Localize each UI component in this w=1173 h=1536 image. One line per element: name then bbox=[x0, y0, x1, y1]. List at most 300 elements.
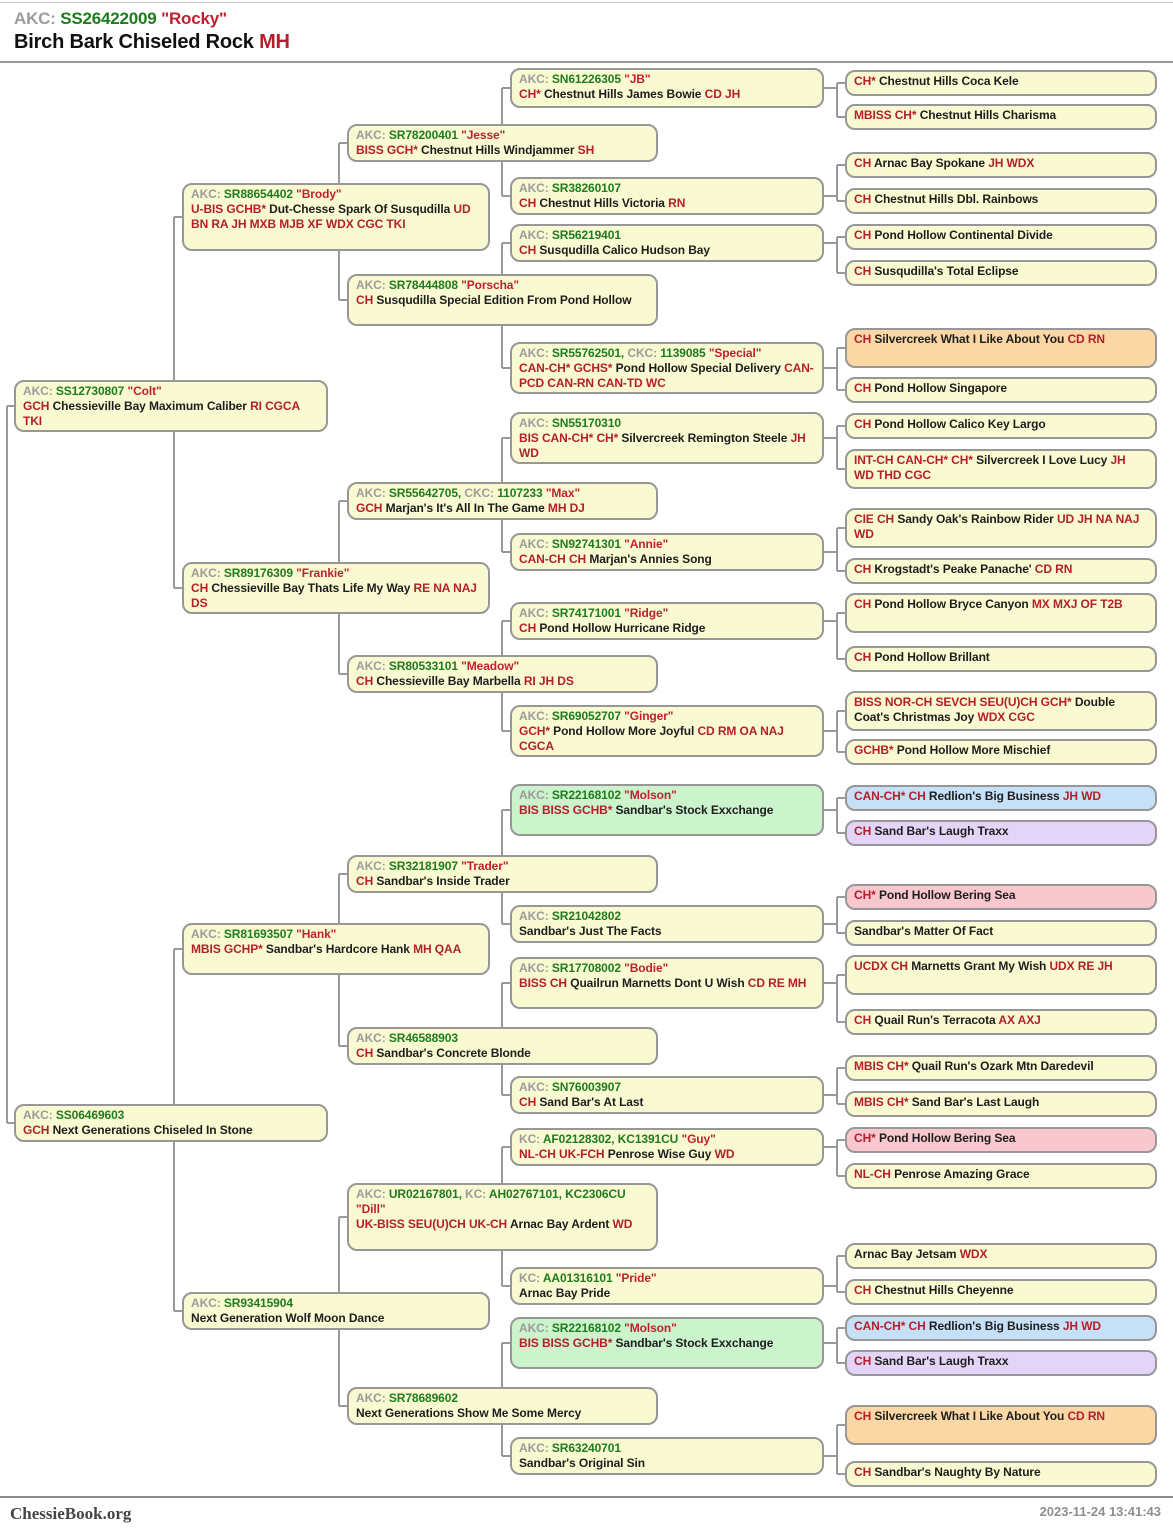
node-text-name: Sandbar's Matter Of Fact bbox=[854, 924, 994, 938]
node-text-label: AKC: bbox=[191, 927, 221, 941]
pedigree-node-molson2[interactable] bbox=[510, 1317, 824, 1369]
pedigree-node-cheyenne[interactable] bbox=[845, 1279, 1157, 1305]
pedigree-node-mischief[interactable] bbox=[845, 739, 1157, 765]
node-text-title: UCDX CH bbox=[854, 959, 908, 973]
node-text-title: BISS GCH* bbox=[356, 143, 418, 157]
node-text-title: WDX bbox=[959, 1247, 988, 1261]
node-text-call: "Porscha" bbox=[461, 278, 519, 292]
node-text-title: U-BIS GCHB* bbox=[191, 202, 266, 216]
node-text-title: GCH bbox=[23, 1123, 50, 1137]
node-text-title: CIE CH bbox=[854, 512, 895, 526]
pedigree-node-max[interactable] bbox=[347, 482, 658, 520]
pedigree-node-trader[interactable] bbox=[347, 855, 658, 893]
node-text-title: JH WD bbox=[519, 431, 806, 460]
node-text-name: Arnac Bay Spokane bbox=[873, 156, 985, 170]
node-text-title: CH* bbox=[854, 888, 876, 902]
node-text-title: MH QAA bbox=[413, 942, 462, 956]
node-text-reg: SS12730807 bbox=[55, 384, 125, 398]
node-text-label: AKC: bbox=[191, 1296, 221, 1310]
node-text-name: Sand Bar's Laugh Traxx bbox=[874, 1354, 1009, 1368]
node-text-title: CAN-CH* CH bbox=[854, 1319, 926, 1333]
node-text-title: CH bbox=[854, 1283, 872, 1297]
node-text-name: Arnac Bay Jetsam bbox=[854, 1247, 957, 1261]
node-text-label: CKC: bbox=[464, 486, 494, 500]
node-text-label: CKC: bbox=[627, 346, 657, 360]
node-text-name: Silvercreek Remington Steele bbox=[621, 431, 788, 445]
node-text-call: "Pride" bbox=[615, 1271, 657, 1285]
node-text-reg: SR56219401 bbox=[551, 228, 621, 242]
node-text-call: "JB" bbox=[624, 72, 651, 86]
node-text-title: BISS CH bbox=[519, 976, 567, 990]
node-text-reg: SR74171001 bbox=[551, 606, 621, 620]
pedigree-node-molson1[interactable] bbox=[510, 784, 824, 836]
node-text-name: Pond Hollow Continental Divide bbox=[874, 228, 1053, 242]
node-text-name: Chessieville Bay Marbella bbox=[376, 674, 521, 688]
node-text-label: KC: bbox=[519, 1271, 541, 1285]
node-text-title: CH bbox=[854, 824, 872, 838]
node-text-title: BISS NOR-CH SEVCH SEU(U)CH GCH* bbox=[854, 695, 1072, 709]
pedigree-node-colt[interactable] bbox=[14, 380, 328, 432]
node-text-label: AKC: bbox=[356, 278, 386, 292]
node-text-label: AKC: bbox=[356, 1031, 386, 1045]
pedigree-node-traxx2[interactable] bbox=[845, 1350, 1157, 1376]
node-text-call: "Ridge" bbox=[624, 606, 669, 620]
node-text-reg: AH02767101, KC2306CU bbox=[488, 1187, 626, 1201]
node-text-reg: AA01316101 bbox=[542, 1271, 613, 1285]
node-text-title: UD JH NA NAJ WD bbox=[854, 512, 1140, 541]
node-text-name: Chestnut Hills Victoria bbox=[539, 196, 665, 210]
pedigree-node-sandyoak[interactable] bbox=[845, 508, 1157, 548]
node-text-reg: SN92741301 bbox=[551, 537, 621, 551]
node-text-call: "Molson" bbox=[624, 788, 677, 802]
node-text-title: CH bbox=[519, 1095, 537, 1109]
generated-timestamp: 2023-11-24 13:41:43 bbox=[1039, 1504, 1161, 1519]
node-text-reg: AF02128302, KC1391CU bbox=[542, 1132, 679, 1146]
node-text-label: AKC: bbox=[519, 228, 549, 242]
node-text-call: "Ginger" bbox=[624, 709, 674, 723]
pedigree-node-lastlaugh[interactable] bbox=[845, 1091, 1157, 1117]
node-text-reg: SR55762501, bbox=[551, 346, 625, 360]
pedigree-node-pride[interactable] bbox=[510, 1267, 824, 1305]
pedigree-node-ss06[interactable] bbox=[14, 1104, 328, 1142]
node-text-reg: SR21042802 bbox=[551, 909, 621, 923]
node-text-call: "Jesse" bbox=[461, 128, 506, 142]
node-text-reg: SR32181907 bbox=[388, 859, 458, 873]
node-text-title: NL-CH bbox=[854, 1167, 891, 1181]
node-text-label: AKC: bbox=[519, 346, 549, 360]
site-logo-link[interactable]: ChessieBook.org bbox=[10, 1504, 132, 1523]
node-text-reg: 1139085 bbox=[660, 346, 706, 360]
pedigree-node-hudson[interactable] bbox=[510, 224, 824, 262]
node-text-name: Sandbar's Original Sin bbox=[519, 1456, 646, 1470]
node-text-title: CD JH bbox=[704, 87, 741, 101]
node-text-label: AKC: bbox=[356, 859, 386, 873]
node-text-title: GCH* bbox=[519, 724, 550, 738]
node-text-reg: SR78200401 bbox=[388, 128, 458, 142]
node-text-call: "Special" bbox=[708, 346, 762, 360]
node-text-title: CH bbox=[356, 674, 374, 688]
node-text-name: Next Generations Chiseled In Stone bbox=[52, 1123, 253, 1137]
node-text-title: CD RN bbox=[1067, 332, 1105, 346]
pedigree-node-redlion2[interactable] bbox=[845, 1315, 1157, 1341]
pedigree-node-grant[interactable] bbox=[845, 955, 1157, 995]
pedigree-node-porscha[interactable] bbox=[347, 274, 658, 326]
node-text-name: Susqudilla Calico Hudson Bay bbox=[539, 243, 710, 257]
node-text-reg: SS06469603 bbox=[55, 1108, 125, 1122]
pedigree-node-frankie[interactable] bbox=[182, 562, 490, 614]
pedigree-node-facts[interactable] bbox=[510, 905, 824, 943]
node-text-name: Silvercreek I Love Lucy bbox=[976, 453, 1108, 467]
node-text-title: SH bbox=[577, 143, 595, 157]
node-text-title: JH WD THD CGC bbox=[854, 453, 1126, 482]
node-text-label: KC: bbox=[465, 1187, 487, 1201]
node-text-name: Quailrun Marnetts Dont U Wish bbox=[570, 976, 745, 990]
node-text-title: WD bbox=[612, 1217, 633, 1231]
node-text-name: Marnetts Grant My Wish bbox=[911, 959, 1047, 973]
pedigree-node-whatilike1[interactable] bbox=[845, 328, 1157, 368]
node-text-call: "Meadow" bbox=[461, 659, 520, 673]
node-text-name: Sandbar's Hardcore Hank bbox=[265, 942, 410, 956]
node-text-label: AKC: bbox=[519, 1080, 549, 1094]
node-text-reg: SR81693507 bbox=[223, 927, 293, 941]
node-text-title: CH bbox=[854, 597, 872, 611]
node-text-title: CD RM OA NAJ CGCA bbox=[519, 724, 784, 753]
pedigree-node-meadow[interactable] bbox=[347, 655, 658, 693]
node-text-name: Pond Hollow Brillant bbox=[874, 650, 990, 664]
node-text-title: UD BN RA JH MXB MJB XF WDX CGC TKI bbox=[191, 202, 471, 231]
node-text-title: CH bbox=[356, 874, 374, 888]
node-text-name: Arnac Bay Ardent bbox=[509, 1217, 610, 1231]
node-text-name: Dut-Chesse Spark Of Susqudilla bbox=[269, 202, 451, 216]
dog-titles: MH bbox=[259, 31, 290, 53]
node-text-reg: SR63240701 bbox=[551, 1441, 621, 1455]
node-text-title: BIS CAN-CH* CH* bbox=[519, 431, 619, 445]
node-text-title: CH bbox=[519, 243, 537, 257]
node-text-title: MBISS CH* bbox=[854, 108, 917, 122]
node-text-label: AKC: bbox=[519, 1321, 549, 1335]
node-text-name: Quail Run's Terracota bbox=[874, 1013, 996, 1027]
node-text-reg: SR78444808 bbox=[388, 278, 458, 292]
node-text-reg: SN76003907 bbox=[551, 1080, 621, 1094]
node-text-title: MBIS GCHP* bbox=[191, 942, 263, 956]
node-text-label: AKC: bbox=[356, 1187, 386, 1201]
node-text-name: Quail Run's Ozark Mtn Daredevil bbox=[911, 1059, 1094, 1073]
pedigree-node-brillant[interactable] bbox=[845, 646, 1157, 672]
node-text-name: Sand Bar's Laugh Traxx bbox=[874, 824, 1009, 838]
pedigree-node-jb[interactable] bbox=[510, 68, 824, 108]
node-text-name: Pond Hollow Bering Sea bbox=[878, 888, 1016, 902]
node-text-name: Pond Hollow Bryce Canyon bbox=[874, 597, 1029, 611]
node-text-title: CH bbox=[854, 562, 872, 576]
node-text-name: Pond Hollow Bering Sea bbox=[878, 1131, 1016, 1145]
pedigree-node-brody[interactable] bbox=[182, 183, 490, 251]
node-text-call: "Annie" bbox=[624, 537, 669, 551]
node-text-label: AKC: bbox=[356, 128, 386, 142]
node-text-name: Sandbar's Stock Exxchange bbox=[615, 1336, 774, 1350]
node-text-title: CH bbox=[854, 1409, 872, 1423]
node-text-name: Pond Hollow Calico Key Largo bbox=[874, 417, 1046, 431]
node-text-title: CH bbox=[854, 381, 872, 395]
pedigree-node-bryce[interactable] bbox=[845, 593, 1157, 633]
node-text-call: "Max" bbox=[545, 486, 581, 500]
node-text-label: AKC: bbox=[519, 72, 549, 86]
node-text-title: MX MXJ OF T2B bbox=[1031, 597, 1123, 611]
node-text-name: Sand Bar's Last Laugh bbox=[911, 1095, 1040, 1109]
node-text-title: AX AXJ bbox=[998, 1013, 1041, 1027]
node-text-title: CAN-CH* CH bbox=[854, 789, 926, 803]
pedigree-node-whatilike2[interactable] bbox=[845, 1405, 1157, 1445]
node-text-name: Sandy Oak's Rainbow Rider bbox=[897, 512, 1054, 526]
pedigree-node-keylargo[interactable] bbox=[845, 413, 1157, 439]
node-text-title: CH bbox=[854, 228, 872, 242]
node-text-call: "Dill" bbox=[356, 1202, 386, 1216]
node-text-call: "Trader" bbox=[461, 859, 509, 873]
pedigree-node-terracota[interactable] bbox=[845, 1009, 1157, 1035]
node-text-call: "Guy" bbox=[681, 1132, 716, 1146]
node-text-title: CD RN bbox=[1067, 1409, 1105, 1423]
node-text-title: CH bbox=[854, 1354, 872, 1368]
node-text-reg: SR78689602 bbox=[388, 1391, 458, 1405]
dog-name: Birch Bark Chiseled Rock bbox=[14, 31, 254, 53]
node-text-title: CD RE MH bbox=[747, 976, 807, 990]
node-text-title: GCHB* bbox=[854, 743, 894, 757]
pedigree-node-wolf[interactable] bbox=[182, 1292, 490, 1330]
node-text-title: UDX RE JH bbox=[1049, 959, 1113, 973]
pedigree-node-ozark[interactable] bbox=[845, 1055, 1157, 1081]
node-text-name: Penrose Amazing Grace bbox=[894, 1167, 1030, 1181]
node-text-title: CH* bbox=[854, 1131, 876, 1145]
pedigree-node-victoria[interactable] bbox=[510, 177, 824, 215]
node-text-label: KC: bbox=[519, 1132, 541, 1146]
node-text-title: GCH bbox=[23, 399, 50, 413]
pedigree-node-charisma[interactable] bbox=[845, 104, 1157, 130]
node-text-title: WD bbox=[714, 1147, 735, 1161]
node-text-reg: SR80533101 bbox=[388, 659, 458, 673]
pedigree-node-coca[interactable] bbox=[845, 70, 1157, 96]
node-text-reg: SR89176309 bbox=[223, 566, 293, 580]
node-text-title: RI CGCA TKI bbox=[23, 399, 300, 428]
node-text-call: "Colt" bbox=[127, 384, 162, 398]
node-text-reg: 1107233 bbox=[497, 486, 543, 500]
node-text-reg: SR93415904 bbox=[223, 1296, 293, 1310]
node-text-title: JH WD bbox=[1062, 789, 1101, 803]
node-text-name: Redlion's Big Business bbox=[928, 1319, 1060, 1333]
node-text-label: AKC: bbox=[519, 909, 549, 923]
node-text-name: Krogstadt's Peake Panache' bbox=[874, 562, 1032, 576]
node-text-call: "Bodie" bbox=[624, 961, 669, 975]
pedigree-node-ridge[interactable] bbox=[510, 602, 824, 640]
node-text-title: CH bbox=[854, 332, 872, 346]
pedigree-node-sin[interactable] bbox=[510, 1437, 824, 1475]
node-text-title: CH bbox=[519, 196, 537, 210]
node-text-name: Chestnut Hills Dbl. Rainbows bbox=[874, 192, 1039, 206]
pedigree-node-bering2[interactable] bbox=[845, 1127, 1157, 1153]
node-text-title: CH bbox=[356, 1046, 374, 1060]
pedigree-node-guy[interactable] bbox=[510, 1128, 824, 1166]
footer-divider bbox=[0, 1496, 1173, 1498]
node-text-label: AKC: bbox=[356, 659, 386, 673]
node-text-name: Sandbar's Just The Facts bbox=[519, 924, 662, 938]
node-text-title: CH bbox=[854, 1465, 872, 1479]
node-text-name: Chessieville Bay Maximum Caliber bbox=[52, 399, 247, 413]
node-text-title: CH bbox=[191, 581, 209, 595]
node-text-name: Chestnut Hills Windjammer bbox=[421, 143, 575, 157]
node-text-name: Susqudilla's Total Eclipse bbox=[874, 264, 1019, 278]
pedigree-node-lucy[interactable] bbox=[845, 449, 1157, 489]
node-text-title: INT-CH CAN-CH* CH* bbox=[854, 453, 973, 467]
node-text-label: AKC: bbox=[191, 566, 221, 580]
node-text-call: "Molson" bbox=[624, 1321, 677, 1335]
node-text-title: BIS BISS GCHB* bbox=[519, 1336, 613, 1350]
node-text-name: Sandbar's Naughty By Nature bbox=[874, 1465, 1041, 1479]
node-text-title: CH bbox=[854, 417, 872, 431]
node-text-label: AKC: bbox=[23, 384, 53, 398]
node-text-title: MBIS CH* bbox=[854, 1095, 909, 1109]
node-text-name: Double Coat's Christmas Joy bbox=[854, 695, 1115, 724]
node-text-name: Marjan's It's All In The Game bbox=[385, 501, 545, 515]
node-text-name: Redlion's Big Business bbox=[928, 789, 1060, 803]
pedigree-node-grace[interactable] bbox=[845, 1163, 1157, 1189]
node-text-name: Pond Hollow More Joyful bbox=[553, 724, 695, 738]
pedigree-node-annie[interactable] bbox=[510, 533, 824, 571]
node-text-title: CH bbox=[854, 264, 872, 278]
node-text-title: CH bbox=[854, 156, 872, 170]
node-text-title: CAN-CH CH bbox=[519, 552, 587, 566]
node-text-call: "Brody" bbox=[296, 187, 342, 201]
node-text-name: Next Generation Wolf Moon Dance bbox=[191, 1311, 385, 1325]
node-text-label: AKC: bbox=[23, 1108, 53, 1122]
pedigree-node-ginger[interactable] bbox=[510, 705, 824, 757]
pedigree-node-atlast[interactable] bbox=[510, 1076, 824, 1114]
node-text-label: AKC: bbox=[519, 1441, 549, 1455]
node-text-name: Silvercreek What I Like About You bbox=[874, 1409, 1065, 1423]
pedigree-node-special[interactable] bbox=[510, 342, 824, 394]
node-text-label: AKC: bbox=[519, 606, 549, 620]
node-text-name: Chestnut Hills Coca Kele bbox=[878, 74, 1019, 88]
node-text-title: MH DJ bbox=[547, 501, 585, 515]
node-text-call: "Frankie" bbox=[296, 566, 350, 580]
node-text-name: Chestnut Hills Cheyenne bbox=[874, 1283, 1014, 1297]
node-text-reg: SR46588903 bbox=[388, 1031, 458, 1045]
node-text-title: BIS BISS GCHB* bbox=[519, 803, 613, 817]
node-text-title: RI JH DS bbox=[523, 674, 574, 688]
node-text-title: WDX CGC bbox=[977, 710, 1035, 724]
pedigree-node-redlion1[interactable] bbox=[845, 785, 1157, 811]
node-text-name: Next Generations Show Me Some Mercy bbox=[356, 1406, 582, 1420]
node-text-label: AKC: bbox=[519, 416, 549, 430]
node-text-name: Pond Hollow Special Delivery bbox=[615, 361, 781, 375]
node-text-title: GCH bbox=[356, 501, 383, 515]
node-text-reg: SR55642705, bbox=[388, 486, 462, 500]
node-text-name: Pond Hollow More Mischief bbox=[896, 743, 1051, 757]
node-text-title: CH bbox=[854, 650, 872, 664]
pedigree-node-rainbows[interactable] bbox=[845, 188, 1157, 214]
node-text-reg: UR02167801, bbox=[388, 1187, 462, 1201]
pedigree-node-krogstadt[interactable] bbox=[845, 558, 1157, 584]
node-text-reg: SR88654402 bbox=[223, 187, 293, 201]
pedigree-node-jesse[interactable] bbox=[347, 124, 658, 162]
node-text-reg: SN55170310 bbox=[551, 416, 621, 430]
node-text-title: JH WD bbox=[1062, 1319, 1101, 1333]
node-text-title: CAN-CH* GCHS* bbox=[519, 361, 613, 375]
pedigree-node-singapore[interactable] bbox=[845, 377, 1157, 403]
pedigree-node-divide[interactable] bbox=[845, 224, 1157, 250]
pedigree-node-jetsam[interactable] bbox=[845, 1243, 1157, 1269]
pedigree-node-bering1[interactable] bbox=[845, 884, 1157, 910]
node-text-title: CH bbox=[854, 1013, 872, 1027]
node-text-name: Sandbar's Inside Trader bbox=[376, 874, 510, 888]
pedigree-node-eclipse[interactable] bbox=[845, 260, 1157, 286]
node-text-reg: SN61226305 bbox=[551, 72, 621, 86]
node-text-title: CH bbox=[356, 293, 374, 307]
node-text-name: Marjan's Annies Song bbox=[589, 552, 712, 566]
node-text-title: JH WDX bbox=[988, 156, 1035, 170]
pedigree-node-dill[interactable] bbox=[347, 1183, 658, 1251]
node-text-name: Chestnut Hills James Bowie bbox=[543, 87, 702, 101]
node-text-call: "Hank" bbox=[296, 927, 337, 941]
node-text-label: AKC: bbox=[519, 788, 549, 802]
pedigree-node-hank[interactable] bbox=[182, 923, 490, 975]
pedigree-node-matter[interactable] bbox=[845, 920, 1157, 946]
node-text-name: Susqudilla Special Edition From Pond Hollow bbox=[376, 293, 632, 307]
node-text-label: AKC: bbox=[356, 486, 386, 500]
node-text-label: AKC: bbox=[191, 187, 221, 201]
node-text-reg: SR38260107 bbox=[551, 181, 621, 195]
pedigree-node-traxx1[interactable] bbox=[845, 820, 1157, 846]
node-text-title: CH bbox=[519, 621, 537, 635]
node-text-label: AKC: bbox=[519, 961, 549, 975]
node-text-name: Sand Bar's At Last bbox=[539, 1095, 644, 1109]
node-text-label: AKC: bbox=[519, 181, 549, 195]
node-text-name: Sandbar's Stock Exxchange bbox=[615, 803, 774, 817]
node-text-title: CAN-PCD CAN-RN CAN-TD WC bbox=[519, 361, 814, 390]
node-text-name: Arnac Bay Pride bbox=[519, 1286, 611, 1300]
node-text-title: CH* bbox=[519, 87, 541, 101]
node-text-reg: SR17708002 bbox=[551, 961, 621, 975]
node-text-name: Pond Hollow Singapore bbox=[874, 381, 1007, 395]
node-text-title: CD RN bbox=[1034, 562, 1073, 576]
registry-label: AKC: bbox=[14, 9, 56, 28]
node-text-name: Penrose Wise Guy bbox=[607, 1147, 712, 1161]
node-text-name: Pond Hollow Hurricane Ridge bbox=[539, 621, 706, 635]
pedigree-node-bodie[interactable] bbox=[510, 957, 824, 1009]
node-text-title: RN bbox=[668, 196, 686, 210]
node-text-label: AKC: bbox=[519, 709, 549, 723]
node-text-reg: SR22168102 bbox=[551, 788, 621, 802]
node-text-title: RE NA NAJ DS bbox=[191, 581, 477, 610]
pedigree-node-spokane[interactable] bbox=[845, 152, 1157, 178]
node-text-title: NL-CH UK-FCH bbox=[519, 1147, 605, 1161]
node-text-title: UK-BISS SEU(U)CH UK-CH bbox=[356, 1217, 508, 1231]
node-text-name: Chessieville Bay Thats Life My Way bbox=[211, 581, 411, 595]
pedigree-node-mercy[interactable] bbox=[347, 1387, 658, 1425]
pedigree-node-xmasjoy[interactable] bbox=[845, 691, 1157, 731]
node-text-name: Chestnut Hills Charisma bbox=[919, 108, 1057, 122]
pedigree-node-blonde[interactable] bbox=[347, 1027, 658, 1065]
node-text-label: AKC: bbox=[519, 537, 549, 551]
pedigree-node-steele[interactable] bbox=[510, 412, 824, 464]
node-text-label: AKC: bbox=[356, 1391, 386, 1405]
pedigree-node-naughty[interactable] bbox=[845, 1461, 1157, 1487]
node-text-title: CH bbox=[854, 192, 872, 206]
node-text-reg: SR69052707 bbox=[551, 709, 621, 723]
registration-number: SS26422009 bbox=[60, 9, 157, 28]
node-text-title: CH* bbox=[854, 74, 876, 88]
node-text-name: Sandbar's Concrete Blonde bbox=[376, 1046, 531, 1060]
call-name: "Rocky" bbox=[161, 9, 227, 28]
node-text-reg: SR22168102 bbox=[551, 1321, 621, 1335]
node-text-title: MBIS CH* bbox=[854, 1059, 909, 1073]
